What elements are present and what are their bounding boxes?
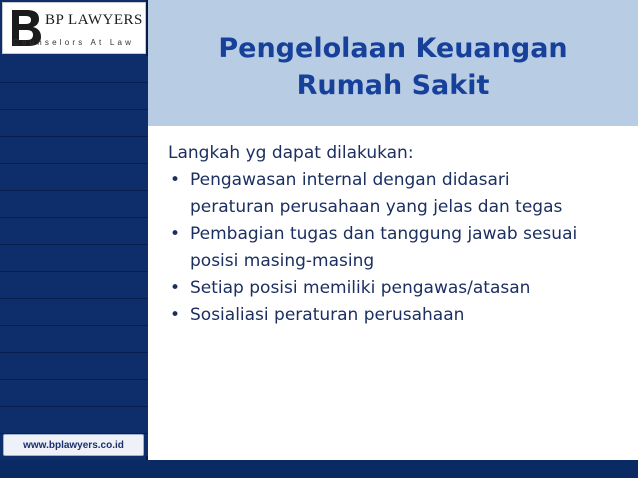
bullet-text-line: Pembagian tugas dan tanggung jawab sesuai bbox=[190, 224, 578, 244]
footer-bar bbox=[0, 460, 638, 478]
bullet-item bbox=[168, 167, 618, 221]
bullet-dot: • bbox=[170, 305, 181, 325]
bullet-dot: • bbox=[170, 278, 181, 298]
bullet-item bbox=[168, 302, 618, 329]
slide-title-line-2: Rumah Sakit bbox=[296, 70, 490, 101]
logo-tagline: Counselors At Law bbox=[13, 38, 135, 47]
slide-content bbox=[168, 140, 618, 329]
slide-title bbox=[148, 30, 638, 104]
bullet-list bbox=[168, 167, 618, 329]
sidebar-stripes bbox=[0, 56, 148, 456]
bullet-text-line: posisi masing-masing bbox=[190, 251, 375, 271]
bullet-text-line: Pengawasan internal dengan didasari bbox=[190, 170, 510, 190]
bullet-item bbox=[168, 275, 618, 302]
sidebar bbox=[0, 0, 148, 478]
slide-title-line-1: Pengelolaan Keuangan bbox=[218, 33, 568, 64]
bullet-dot: • bbox=[170, 224, 181, 244]
bullet-text-line: peraturan perusahaan yang jelas dan tegas bbox=[190, 197, 563, 217]
logo bbox=[2, 2, 146, 54]
bullet-text-line: Sosialiasi peraturan perusahaan bbox=[190, 305, 465, 325]
logo-name: BP LAWYERS bbox=[45, 12, 143, 28]
bullet-text-line: Setiap posisi memiliki pengawas/atasan bbox=[190, 278, 531, 298]
intro-text: Langkah yg dapat dilakukan: bbox=[168, 143, 414, 163]
bullet-dot: • bbox=[170, 170, 181, 190]
website-link[interactable]: www.bplawyers.co.id bbox=[3, 434, 144, 456]
bullet-item bbox=[168, 221, 618, 275]
